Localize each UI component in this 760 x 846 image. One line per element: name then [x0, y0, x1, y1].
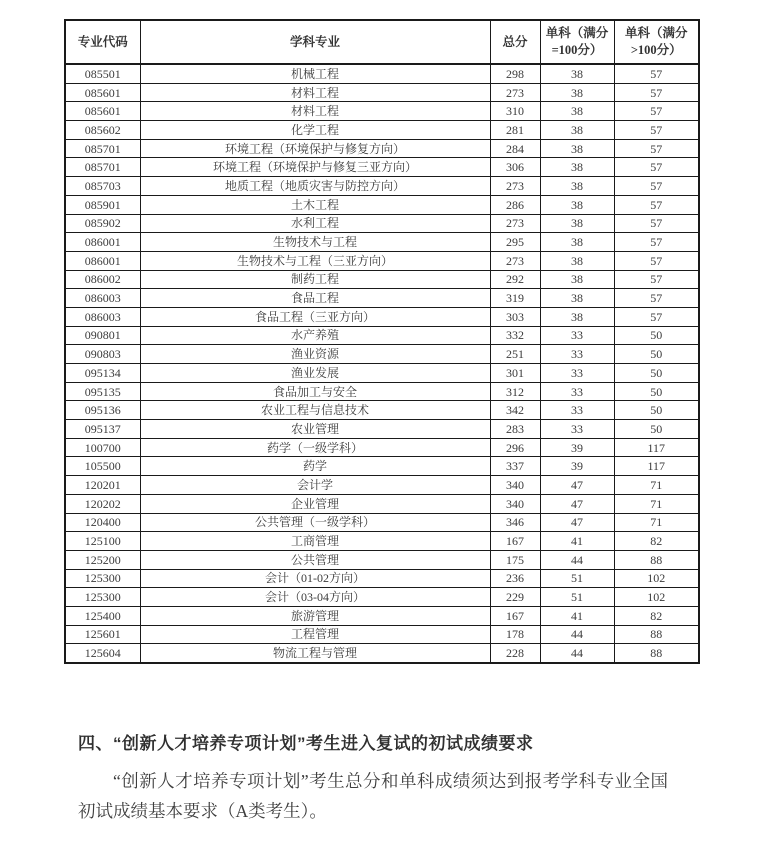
major-name-cell: 会计（01-02方向）	[140, 569, 490, 588]
total-score-cell: 340	[490, 476, 540, 495]
major-code-cell: 085703	[65, 177, 140, 196]
major-name-cell: 公共管理（一级学科）	[140, 513, 490, 532]
single-subject-over-100-cell: 88	[614, 644, 699, 663]
single-subject-over-100-cell: 71	[614, 476, 699, 495]
single-subject-over-100-cell: 88	[614, 625, 699, 644]
single-subject-100-cell: 38	[540, 139, 614, 158]
major-code-cell: 085601	[65, 83, 140, 102]
single-subject-100-cell: 47	[540, 476, 614, 495]
score-table-row	[65, 513, 699, 532]
total-score-cell: 337	[490, 457, 540, 476]
major-code-cell: 090803	[65, 345, 140, 364]
major-code-cell: 090801	[65, 326, 140, 345]
single-subject-100-cell: 44	[540, 644, 614, 663]
major-name-cell: 药学（一级学科）	[140, 438, 490, 457]
major-name-cell: 渔业发展	[140, 364, 490, 383]
col-header-major-name: 学科专业	[140, 20, 490, 64]
score-table-row	[65, 345, 699, 364]
major-code-cell: 085602	[65, 121, 140, 140]
major-name-cell: 公共管理	[140, 550, 490, 569]
single-subject-over-100-cell: 57	[614, 233, 699, 252]
major-code-cell: 120201	[65, 476, 140, 495]
single-subject-100-cell: 38	[540, 83, 614, 102]
score-table-row	[65, 382, 699, 401]
single-subject-100-cell: 38	[540, 102, 614, 121]
header-line: >100分）	[630, 43, 682, 57]
single-subject-100-cell: 33	[540, 326, 614, 345]
total-score-cell: 306	[490, 158, 540, 177]
score-table-row	[65, 364, 699, 383]
single-subject-over-100-cell: 57	[614, 121, 699, 140]
major-name-cell: 食品工程	[140, 289, 490, 308]
score-table-row	[65, 625, 699, 644]
single-subject-100-cell: 38	[540, 270, 614, 289]
single-subject-100-cell: 33	[540, 382, 614, 401]
total-score-cell: 228	[490, 644, 540, 663]
score-table-row	[65, 270, 699, 289]
major-code-cell: 085601	[65, 102, 140, 121]
major-code-cell: 086001	[65, 233, 140, 252]
total-score-cell: 229	[490, 588, 540, 607]
single-subject-over-100-cell: 50	[614, 345, 699, 364]
single-subject-over-100-cell: 57	[614, 177, 699, 196]
total-score-cell: 298	[490, 64, 540, 83]
score-table-row	[65, 494, 699, 513]
total-score-cell: 310	[490, 102, 540, 121]
total-score-cell: 292	[490, 270, 540, 289]
total-score-cell: 284	[490, 139, 540, 158]
major-name-cell: 旅游管理	[140, 606, 490, 625]
major-code-cell: 105500	[65, 457, 140, 476]
score-table-row	[65, 457, 699, 476]
major-code-cell: 120400	[65, 513, 140, 532]
major-code-cell: 125300	[65, 569, 140, 588]
single-subject-over-100-cell: 57	[614, 139, 699, 158]
score-table-row	[65, 64, 699, 83]
header-line: =100分）	[551, 43, 603, 57]
total-score-cell: 286	[490, 195, 540, 214]
total-score-cell: 178	[490, 625, 540, 644]
score-table-row	[65, 195, 699, 214]
major-name-cell: 工商管理	[140, 532, 490, 551]
major-name-cell: 食品工程（三亚方向）	[140, 307, 490, 326]
single-subject-over-100-cell: 57	[614, 83, 699, 102]
score-table-row	[65, 550, 699, 569]
major-name-cell: 农业工程与信息技术	[140, 401, 490, 420]
single-subject-over-100-cell: 102	[614, 588, 699, 607]
single-subject-over-100-cell: 117	[614, 457, 699, 476]
major-code-cell: 125400	[65, 606, 140, 625]
major-name-cell: 会计学	[140, 476, 490, 495]
total-score-cell: 167	[490, 606, 540, 625]
section-innovation-plan	[78, 729, 694, 826]
single-subject-100-cell: 33	[540, 364, 614, 383]
score-table-body	[65, 64, 699, 663]
single-subject-over-100-cell: 57	[614, 307, 699, 326]
score-table-row	[65, 102, 699, 121]
total-score-cell: 281	[490, 121, 540, 140]
major-code-cell: 086003	[65, 307, 140, 326]
score-table-row	[65, 83, 699, 102]
total-score-cell: 167	[490, 532, 540, 551]
major-code-cell: 120202	[65, 494, 140, 513]
major-name-cell: 工程管理	[140, 625, 490, 644]
single-subject-100-cell: 33	[540, 401, 614, 420]
major-code-cell: 125200	[65, 550, 140, 569]
major-code-cell: 125100	[65, 532, 140, 551]
total-score-cell: 283	[490, 420, 540, 439]
single-subject-over-100-cell: 57	[614, 270, 699, 289]
single-subject-over-100-cell: 57	[614, 64, 699, 83]
score-table-row	[65, 476, 699, 495]
single-subject-over-100-cell: 57	[614, 102, 699, 121]
major-code-cell: 125604	[65, 644, 140, 663]
single-subject-over-100-cell: 50	[614, 420, 699, 439]
score-table-row	[65, 233, 699, 252]
major-name-cell: 材料工程	[140, 83, 490, 102]
major-name-cell: 渔业资源	[140, 345, 490, 364]
major-code-cell: 095134	[65, 364, 140, 383]
total-score-cell: 332	[490, 326, 540, 345]
single-subject-over-100-cell: 50	[614, 401, 699, 420]
total-score-cell: 236	[490, 569, 540, 588]
total-score-cell: 273	[490, 177, 540, 196]
major-name-cell: 农业管理	[140, 420, 490, 439]
single-subject-over-100-cell: 57	[614, 289, 699, 308]
single-subject-100-cell: 39	[540, 438, 614, 457]
major-name-cell: 水利工程	[140, 214, 490, 233]
header-line: 单科（满分	[545, 26, 609, 41]
section-heading: 四、“创新人才培养专项计划”考生进入复试的初试成绩要求	[78, 734, 534, 753]
score-table-row	[65, 121, 699, 140]
single-subject-100-cell: 51	[540, 569, 614, 588]
single-subject-100-cell: 38	[540, 158, 614, 177]
single-subject-over-100-cell: 71	[614, 494, 699, 513]
single-subject-over-100-cell: 117	[614, 438, 699, 457]
major-code-cell: 125300	[65, 588, 140, 607]
total-score-cell: 303	[490, 307, 540, 326]
major-name-cell: 环境工程（环境保护与修复三亚方向）	[140, 158, 490, 177]
single-subject-100-cell: 44	[540, 625, 614, 644]
total-score-cell: 295	[490, 233, 540, 252]
major-code-cell: 085501	[65, 64, 140, 83]
major-code-cell: 086002	[65, 270, 140, 289]
table-header-row	[65, 20, 699, 64]
single-subject-over-100-cell: 57	[614, 251, 699, 270]
major-code-cell: 095135	[65, 382, 140, 401]
major-code-cell: 085901	[65, 195, 140, 214]
single-subject-over-100-cell: 57	[614, 195, 699, 214]
score-table-row	[65, 177, 699, 196]
total-score-cell: 312	[490, 382, 540, 401]
col-header-total-score: 总分	[490, 20, 540, 64]
total-score-cell: 273	[490, 83, 540, 102]
score-table-row	[65, 588, 699, 607]
single-subject-over-100-cell: 102	[614, 569, 699, 588]
score-table-row	[65, 251, 699, 270]
single-subject-100-cell: 38	[540, 121, 614, 140]
total-score-cell: 251	[490, 345, 540, 364]
total-score-cell: 319	[490, 289, 540, 308]
single-subject-over-100-cell: 82	[614, 606, 699, 625]
major-name-cell: 环境工程（环境保护与修复方向）	[140, 139, 490, 158]
single-subject-100-cell: 38	[540, 289, 614, 308]
single-subject-100-cell: 47	[540, 513, 614, 532]
major-code-cell: 086003	[65, 289, 140, 308]
total-score-cell: 340	[490, 494, 540, 513]
score-table-row	[65, 214, 699, 233]
col-header-single-subject-over-100	[614, 20, 699, 64]
total-score-cell: 273	[490, 251, 540, 270]
major-name-cell: 土木工程	[140, 195, 490, 214]
single-subject-100-cell: 39	[540, 457, 614, 476]
single-subject-100-cell: 38	[540, 64, 614, 83]
major-code-cell: 085701	[65, 158, 140, 177]
major-code-cell: 095136	[65, 401, 140, 420]
score-table-row	[65, 401, 699, 420]
score-table-row	[65, 158, 699, 177]
single-subject-100-cell: 38	[540, 195, 614, 214]
major-name-cell: 食品加工与安全	[140, 382, 490, 401]
total-score-cell: 273	[490, 214, 540, 233]
major-name-cell: 机械工程	[140, 64, 490, 83]
score-table-row	[65, 569, 699, 588]
single-subject-over-100-cell: 88	[614, 550, 699, 569]
single-subject-100-cell: 38	[540, 307, 614, 326]
major-code-cell: 085902	[65, 214, 140, 233]
score-table-row	[65, 326, 699, 345]
single-subject-100-cell: 38	[540, 251, 614, 270]
major-code-cell: 085701	[65, 139, 140, 158]
single-subject-100-cell: 44	[540, 550, 614, 569]
major-name-cell: 会计（03-04方向）	[140, 588, 490, 607]
total-score-cell: 346	[490, 513, 540, 532]
score-table-row	[65, 139, 699, 158]
single-subject-100-cell: 38	[540, 177, 614, 196]
major-name-cell: 制药工程	[140, 270, 490, 289]
single-subject-100-cell: 38	[540, 214, 614, 233]
major-name-cell: 企业管理	[140, 494, 490, 513]
major-name-cell: 地质工程（地质灾害与防控方向）	[140, 177, 490, 196]
section-paragraph: “创新人才培养专项计划”考生总分和单科成绩须达到报考学科专业全国初试成绩基本要求（A类考生）。	[78, 771, 668, 821]
single-subject-100-cell: 41	[540, 532, 614, 551]
major-name-cell: 物流工程与管理	[140, 644, 490, 663]
single-subject-100-cell: 47	[540, 494, 614, 513]
major-code-cell: 125601	[65, 625, 140, 644]
total-score-cell: 301	[490, 364, 540, 383]
col-header-major-code: 专业代码	[65, 20, 140, 64]
major-name-cell: 材料工程	[140, 102, 490, 121]
major-code-cell: 095137	[65, 420, 140, 439]
score-table-row	[65, 307, 699, 326]
single-subject-over-100-cell: 50	[614, 364, 699, 383]
single-subject-over-100-cell: 71	[614, 513, 699, 532]
total-score-cell: 175	[490, 550, 540, 569]
single-subject-100-cell: 51	[540, 588, 614, 607]
single-subject-100-cell: 38	[540, 233, 614, 252]
col-header-single-subject-100	[540, 20, 614, 64]
single-subject-100-cell: 33	[540, 420, 614, 439]
score-table-row	[65, 420, 699, 439]
total-score-cell: 342	[490, 401, 540, 420]
score-table-row	[65, 438, 699, 457]
single-subject-over-100-cell: 50	[614, 326, 699, 345]
score-table-row	[65, 644, 699, 663]
major-name-cell: 药学	[140, 457, 490, 476]
single-subject-over-100-cell: 50	[614, 382, 699, 401]
single-subject-over-100-cell: 82	[614, 532, 699, 551]
major-name-cell: 生物技术与工程（三亚方向）	[140, 251, 490, 270]
major-name-cell: 化学工程	[140, 121, 490, 140]
major-name-cell: 水产养殖	[140, 326, 490, 345]
score-table-row	[65, 532, 699, 551]
total-score-cell: 296	[490, 438, 540, 457]
score-table-row	[65, 289, 699, 308]
single-subject-100-cell: 41	[540, 606, 614, 625]
major-code-cell: 086001	[65, 251, 140, 270]
major-code-cell: 100700	[65, 438, 140, 457]
single-subject-100-cell: 33	[540, 345, 614, 364]
major-name-cell: 生物技术与工程	[140, 233, 490, 252]
score-table	[64, 19, 700, 664]
score-table-row	[65, 606, 699, 625]
single-subject-over-100-cell: 57	[614, 158, 699, 177]
single-subject-over-100-cell: 57	[614, 214, 699, 233]
header-line: 单科（满分	[624, 26, 688, 41]
